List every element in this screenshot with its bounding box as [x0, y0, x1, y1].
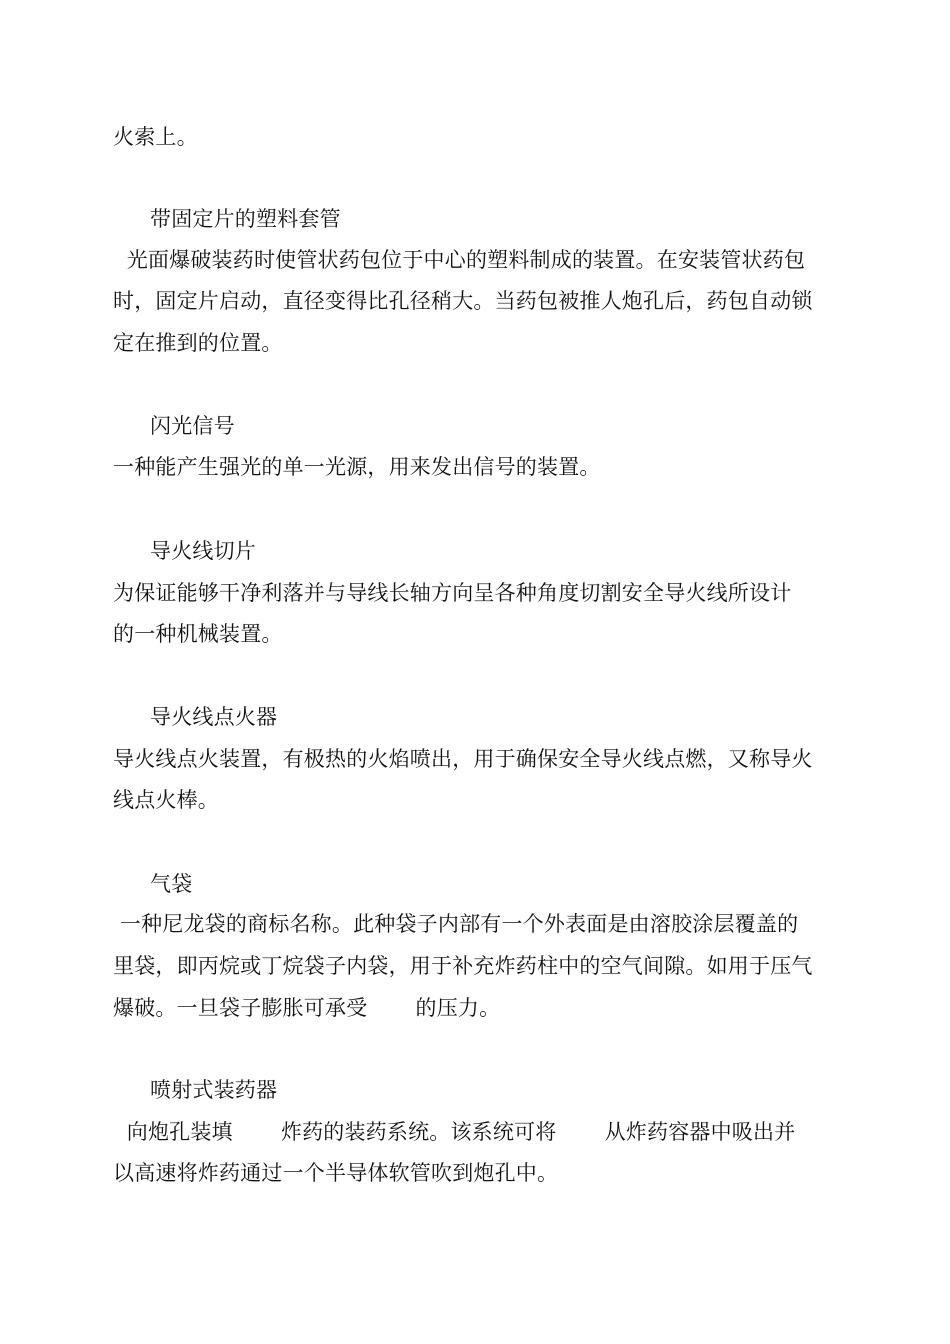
entry-definition-line: 导火线点火装置，有极热的火焰喷出，用于确保安全导火线点燃，又称导火 — [113, 747, 813, 771]
entry-definition-line: 里袋，即丙烷或丁烷袋子内袋，用于补充炸药柱中的空气间隙。如用于压气 — [113, 954, 813, 978]
entry-definition-line: 以高速将炸药通过一个半导体软管吹到炮孔中。 — [113, 1161, 559, 1185]
entry-definition-line: 爆破。一旦袋子膨胀可承受 的压力。 — [113, 996, 501, 1020]
entry-definition-line: 的一种机械装置。 — [113, 622, 283, 646]
intro-line: 火索上。 — [113, 125, 198, 149]
entry-term: 导火线点火器 — [150, 705, 278, 729]
entry-definition-line: 线点火棒。 — [113, 788, 219, 812]
entry-definition-line: 为保证能够干净利落并与导线长轴方向呈各种角度切割安全导火线所设计 — [113, 581, 792, 605]
entry-definition-line: 向炮孔装填 炸药的装药系统。该系统可将 从炸药容器中吸出并 — [113, 1120, 796, 1144]
entry-term: 带固定片的塑料套管 — [150, 207, 341, 231]
entry-term: 导火线切片 — [150, 539, 256, 563]
entry-term: 闪光信号 — [150, 414, 235, 438]
entry-definition-line: 定在推到的位置。 — [113, 331, 283, 355]
entry-term: 气袋 — [150, 872, 193, 896]
entry-definition-line: 一种尼龙袋的商标名称。此种袋子内部有一个外表面是由溶胶涂层覆盖的 — [113, 912, 799, 936]
entry-definition-line: 时，固定片启动，直径变得比孔径稍大。当药包被推人炮孔后，药包自动锁 — [113, 289, 813, 313]
entry-definition-line: 光面爆破装药时使管状药包位于中心的塑料制成的装置。在安装管状药包 — [113, 248, 806, 272]
entry-term: 喷射式装药器 — [150, 1078, 278, 1102]
entry-definition-line: 一种能产生强光的单一光源，用来发出信号的装置。 — [113, 455, 601, 479]
